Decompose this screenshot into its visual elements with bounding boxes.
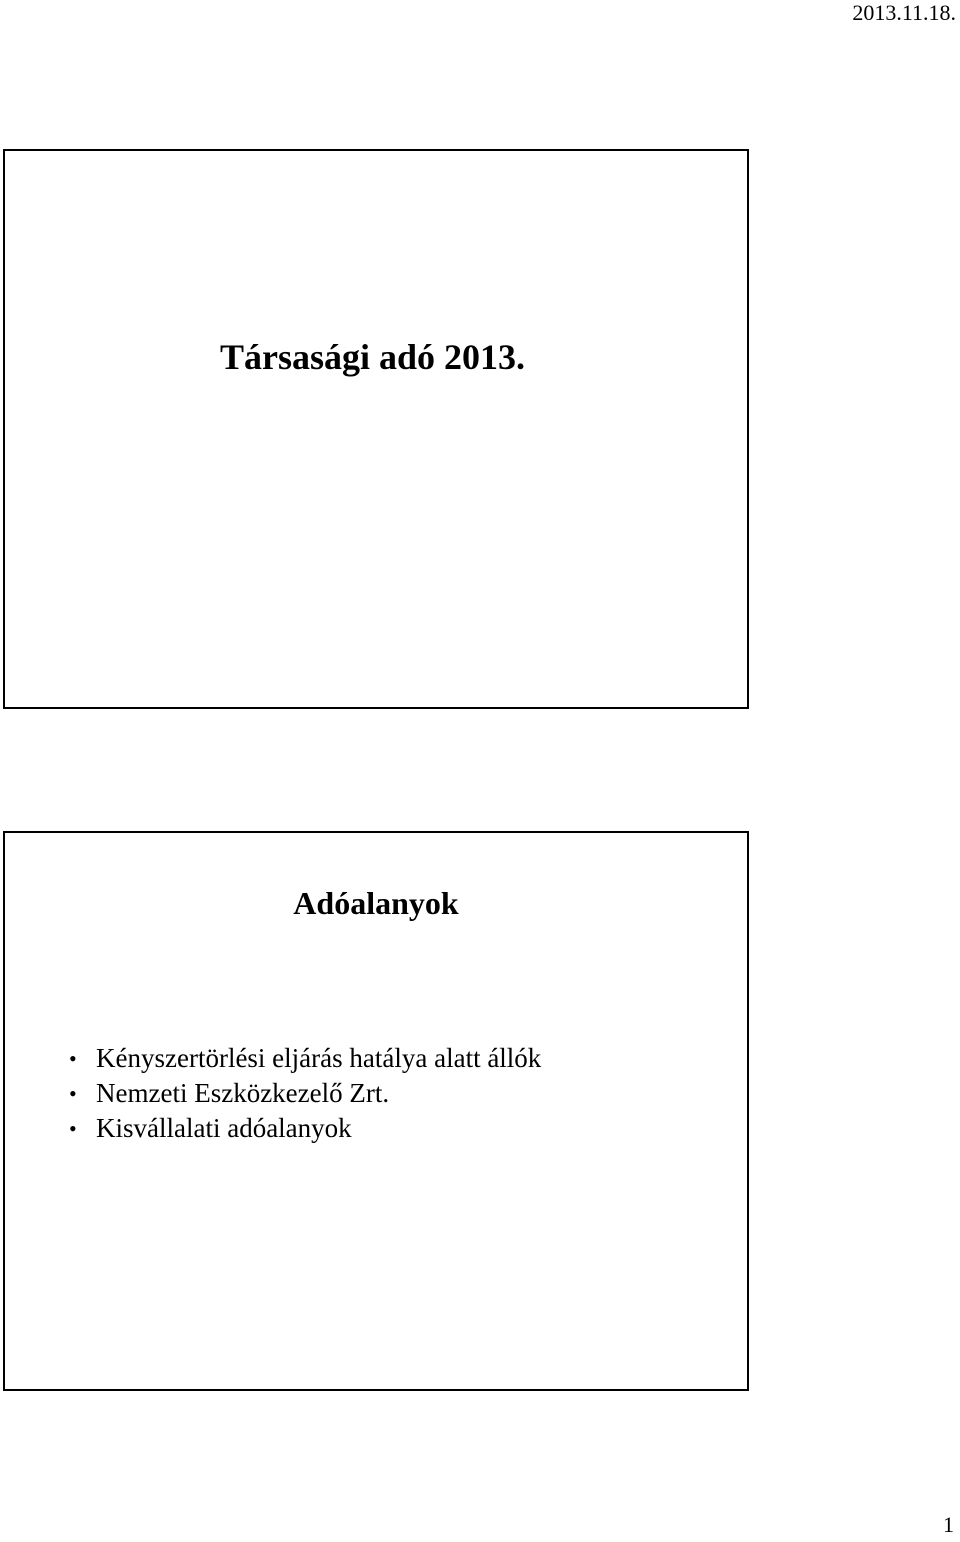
list-item [67,1041,541,1076]
bullet-icon: • [69,1081,77,1106]
bullet-icon: • [69,1116,77,1141]
bullet-list [67,1041,541,1146]
bullet-icon: • [69,1046,77,1071]
slide-1 [3,149,749,709]
page-date: 2013.11.18. [852,0,956,25]
slide-1-title: Társasági adó 2013. [220,337,526,377]
list-item [67,1111,541,1146]
list-item [67,1076,541,1111]
list-item-text: Kisvállalati adóalanyok [96,1113,352,1143]
slide-2-title: Adóalanyok [293,885,459,921]
page-number: 1 [943,1512,954,1537]
list-item-text: Kényszertörlési eljárás hatálya alatt állók [96,1043,542,1073]
slide-2 [3,831,749,1391]
list-item-text: Nemzeti Eszközkezelő Zrt. [96,1078,390,1108]
